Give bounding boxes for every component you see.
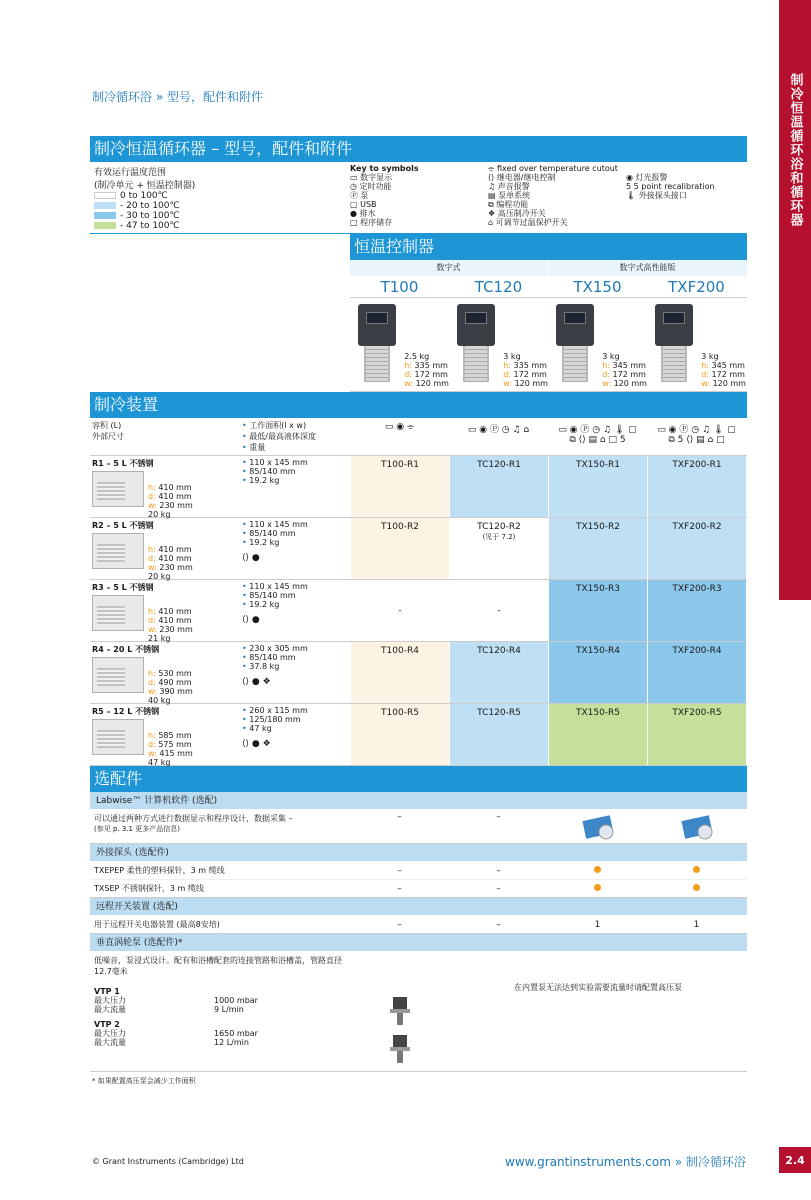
remote-value: 1 [693,920,700,930]
model-name: T100 [380,278,419,296]
unit-dims: h: 410 mm d: 410 mm w: 230 mm 20 kg [148,483,193,519]
temp-range-title: 有效运行温度范围 [94,168,167,178]
swatch-2 [94,212,116,219]
key-title: Key to symbols [350,164,419,173]
key-label: 泵单系统 [498,191,531,200]
footer-separator: » [674,1155,683,1169]
unit-specs: • 260 x 115 mm • 125/180 mm • 47 kg ⟨⟩ ● ❖ [240,704,350,765]
option-available-dot [548,880,647,897]
chiller-image [92,657,144,693]
key-item [488,173,618,182]
option-available-dot [647,880,746,897]
memory-icon: □ [350,218,361,227]
model-card [350,298,449,391]
model-cell: T100-R4 [350,642,449,703]
chiller-image [92,533,144,569]
controller-header [90,234,747,392]
model-cell: - [350,580,449,641]
cooling-header-mid: • 工作面积(l x w) • 最低/最高液体深度 • 重量 [242,421,316,452]
temp-range-item [94,191,342,201]
cooling-header-left: 容积 (L) 外部尺寸 [92,421,124,441]
key-label: 可调节过温保护开关 [495,218,568,227]
drain-icon: ● [350,209,360,218]
side-section-tab [779,0,811,600]
vtp-name: VTP 2 [94,1020,120,1029]
model-card [548,298,647,391]
key-item [350,191,480,200]
remote-row [90,916,747,934]
unit-row [90,704,747,766]
pump-icon: Ⓟ [350,191,361,200]
key-item [488,200,618,209]
model-cell: T100-R5 [350,704,449,765]
model-cell: - [449,580,548,641]
option-available-dot [647,862,746,879]
labwise-row [90,810,747,844]
timer-icon: ◷ [350,182,360,191]
temp-range-legend [90,162,346,233]
breadcrumb: 制冷循环浴 » 型号，配件和附件 [92,90,263,104]
remote-value: 1 [594,920,601,930]
unit-specs: • 230 x 305 mm • 85/140 mm • 37.8 kg ⟨⟩ ● ❖ [240,642,350,703]
model-cell: TX150-R5 [548,704,647,765]
key-item [626,173,743,182]
controller-image [551,304,599,390]
model-name: TC120 [474,278,523,296]
software-box-icon [647,810,746,843]
unit-row [90,642,747,704]
website-link[interactable]: www.grantinstruments.com [505,1155,671,1169]
unit-name: R2 – 5 L 不锈钢 [92,521,154,530]
swatch-0 [94,192,116,199]
unit-name: R3 – 5 L 不锈钢 [92,583,154,592]
bell-icon: ♫ [488,182,498,191]
usb-icon: ▢ [350,200,361,209]
unit-feature-icons: ⟨⟩ ● [242,615,260,625]
remote-title: 远程开关装置 (选配) [90,898,747,916]
unit-feature-icons: ⟨⟩ ● ❖ [242,677,271,687]
key-label: fixed over temperature cutout [496,164,618,173]
pump-icon [387,997,413,1027]
model-cell: TC120-R5 [449,704,548,765]
model-cell: T100-R2 [350,518,449,579]
probe-value: – [496,884,501,894]
group-digital: 数字式 [350,260,548,276]
key-label: 声音报警 [497,182,530,191]
features-txf200: ▭ ◉ Ⓟ ◷ ♫ 🌡 ▢ ⧉ 5 ⟨⟩ ▤ ⌂ □ [657,425,736,445]
unit-info [90,580,240,641]
key-col1 [350,164,480,231]
copyright: © Grant Instruments (Cambridge) Ltd [92,1157,244,1166]
key-label: 泵 [360,191,369,200]
model-cell: T100-R1 [350,456,449,517]
side-tab-label: 制冷恒温循环浴和循环器 [787,73,803,227]
adjustable-cutout-icon: ⌂ [488,218,496,227]
options-title: 选配件 [90,766,747,792]
unit-feature-icons: ⟨⟩ ● [242,553,260,563]
unit-feature-icons: ⟨⟩ ● ❖ [242,739,271,749]
key-item [488,209,618,218]
key-label: 高压制冷开关 [497,209,546,218]
pressure-switch-icon: ❖ [488,209,498,218]
key-col2 [488,164,618,231]
remote-label: 用于远程开关电器装置 (最高8安培) [94,920,220,929]
pump-desc: 低噪音，泵浸式设计。配有和浴槽配套的连接管路和浴槽盖，管路直径12.7毫米 [94,956,342,976]
probe-row [90,880,747,898]
model-cell: TX150-R3 [548,580,647,641]
key-label: 5 point recalibration [633,182,715,191]
model-cell: TXF200-R4 [647,642,746,703]
cooling-title: 制冷装置 [90,392,747,418]
key-label: 程序储存 [360,218,393,227]
probe-value: – [397,866,402,876]
temp-range-label: 0 to 100℃ [120,191,168,201]
key-item [488,191,618,200]
controller-block [350,234,747,392]
probe-value: – [496,866,501,876]
unit-info [90,704,240,765]
key-col3 [626,164,743,231]
content-frame [90,136,747,1090]
temp-range-item [94,211,342,221]
eye-icon: ◉ [626,173,636,182]
labwise-desc-block [90,810,350,843]
key-label: 灯光报警 [635,173,668,182]
vtp-name: VTP 1 [94,987,120,996]
controller-title: 恒温控制器 [350,234,747,260]
display-icon: ▭ [350,173,361,182]
probe-label: TXEPEP 柔性的塑料探针，3 m 缆线 [94,866,225,875]
unit-row [90,580,747,642]
key-item [350,182,480,191]
unit-rows [90,456,747,766]
cutout-icon: ⌯ [488,164,497,173]
temp-range-item [94,201,342,211]
unit-info [90,642,240,703]
labwise-ref: (参见 p. 3.1 更多产品信息) [94,825,180,833]
model-cell: TC120-R4 [449,642,548,703]
temp-range-label: - 20 to 100℃ [120,201,180,211]
vtp-spec: 最大压力 最大流量 1000 mbar 9 L/min [94,996,258,1014]
cooling-header [90,418,747,456]
key-label: 编程功能 [496,200,529,209]
key-item [488,218,618,227]
key-item [350,200,480,209]
relay-icon: ⟨⟩ [488,173,497,182]
chiller-image [92,595,144,631]
group-digital-pro: 数字式高性能版 [619,263,676,272]
model-cell: TXF200-R1 [647,456,746,517]
probe-title: 外接探头 (选配件) [90,844,747,862]
main-title: 制冷恒温循环器 – 型号，配件和附件 [90,136,747,162]
footer-nav [505,1153,746,1170]
probe-icon: 🌡 [626,191,639,200]
chiller-image [92,471,144,507]
unit-dims: h: 530 mm d: 490 mm w: 390 mm 40 kg [148,669,193,705]
key-label: 数字显示 [360,173,393,182]
model-dims: 3 kg h: 345 mm d: 172 mm w: 120 mm [602,352,647,388]
model-names [350,276,747,298]
model-cell: TX150-R2 [548,518,647,579]
key-item [626,191,743,200]
unit-specs: • 110 x 145 mm • 85/140 mm • 19.2 kg ⟨⟩ ● [240,518,350,579]
unit-name: R4 – 20 L 不锈钢 [92,645,160,654]
key-item [350,218,480,227]
unit-dims: h: 585 mm d: 575 mm w: 415 mm 47 kg [148,731,193,767]
key-label: 继电器/继电控制 [496,173,556,182]
model-cell: TX150-R4 [548,642,647,703]
vtp-spec: 最大压力 最大流量 1650 mbar 12 L/min [94,1029,258,1047]
remote-value: – [397,920,402,930]
model-card [449,298,548,391]
labwise-value: – [397,812,402,822]
footer-section: 制冷循环浴 [685,1155,746,1169]
key-item [626,182,743,191]
unit-row [90,456,747,518]
pump-note: 在内置泵无法达到实验需要流量时请配置高压泵 [514,983,682,992]
model-cell: TC120-R1 [449,456,548,517]
legend-block [90,162,747,234]
option-available-dot [548,862,647,879]
features-t100: ▭ ◉ ⌯ [384,422,415,432]
probe-value: – [397,884,402,894]
swatch-1 [94,202,116,209]
spacer [90,234,350,392]
footnote: * 如果配置高压泵会减少工作面积 [92,1077,196,1085]
unit-name: R1 – 5 L 不锈钢 [92,459,154,468]
model-card [647,298,746,391]
program-icon: ⧉ [488,200,497,209]
pump-system-icon: ▤ [488,191,499,200]
unit-name: R5 – 12 L 不锈钢 [92,707,160,716]
chiller-image [92,719,144,755]
features-tc120: ▭ ◉ Ⓟ ◷ ♫ ⌂ [467,425,530,435]
model-cell: TXF200-R3 [647,580,746,641]
unit-dims: h: 410 mm d: 410 mm w: 230 mm 20 kg [148,545,193,581]
labwise-title: Labwise™ 计算机软件 (选配) [90,792,747,810]
model-name: TX150 [573,278,622,296]
page-number: 2.4 [779,1147,811,1173]
pump-title: 垂直涡轮泵 (选配件)* [90,934,747,952]
probe-label: TXSEP 不锈钢探针，3 m 缆线 [94,884,204,893]
model-name: TXF200 [668,278,725,296]
key-label: USB [360,200,377,209]
model-dims: 3 kg h: 345 mm d: 172 mm w: 120 mm [701,352,746,388]
unit-info [90,456,240,517]
model-cell: TX150-R1 [548,456,647,517]
model-cell: TXF200-R2 [647,518,746,579]
recal-prefix: 5 [626,182,632,191]
probe-row [90,862,747,880]
key-item [350,209,480,218]
symbol-key [346,162,747,233]
labwise-desc: 可以通过两种方式进行数据显示和程序设计，数据采集 – [94,814,293,823]
features-tx150: ▭ ◉ Ⓟ ◷ ♫ 🌡 ▢ ⧉ ⟨⟩ ▤ ⌂ □ 5 [558,425,637,445]
key-label: 定时功能 [359,182,392,191]
group-header [350,260,747,276]
temp-range-subtitle: (制冷单元 + 恒温控制器) [94,181,196,191]
controller-image [650,304,698,390]
key-item [488,164,618,173]
key-label: 排水 [359,209,376,218]
model-cell: TC120-R2 (见于 7.2) [449,518,548,579]
pump-row [90,952,747,1072]
labwise-value: – [496,812,501,822]
remote-value: – [496,920,501,930]
unit-specs: • 110 x 145 mm • 85/140 mm • 19.2 kg [242,458,308,485]
pump-images [350,952,449,1071]
key-label: 外接探头接口 [638,191,687,200]
unit-info [90,518,240,579]
controller-image [452,304,500,390]
pump-desc-block [90,952,350,1071]
pump-icon [387,1035,413,1065]
model-images [350,298,747,392]
unit-row [90,518,747,580]
key-item [488,182,618,191]
temp-range-item [94,221,342,231]
unit-dims: h: 410 mm d: 410 mm w: 230 mm 21 kg [148,607,193,643]
model-cell: TXF200-R5 [647,704,746,765]
temp-range-label: - 30 to 100℃ [120,211,180,221]
model-dims: 3 kg h: 335 mm d: 172 mm w: 120 mm [503,352,548,388]
software-box-icon [548,810,647,843]
model-dims: 2.5 kg h: 335 mm d: 172 mm w: 120 mm [404,352,449,388]
unit-specs: • 110 x 145 mm • 85/140 mm • 19.2 kg ⟨⟩ ● [240,580,350,641]
temp-range-label: - 47 to 100℃ [120,221,180,231]
swatch-3 [94,222,116,229]
controller-image [353,304,401,390]
key-item [350,173,480,182]
